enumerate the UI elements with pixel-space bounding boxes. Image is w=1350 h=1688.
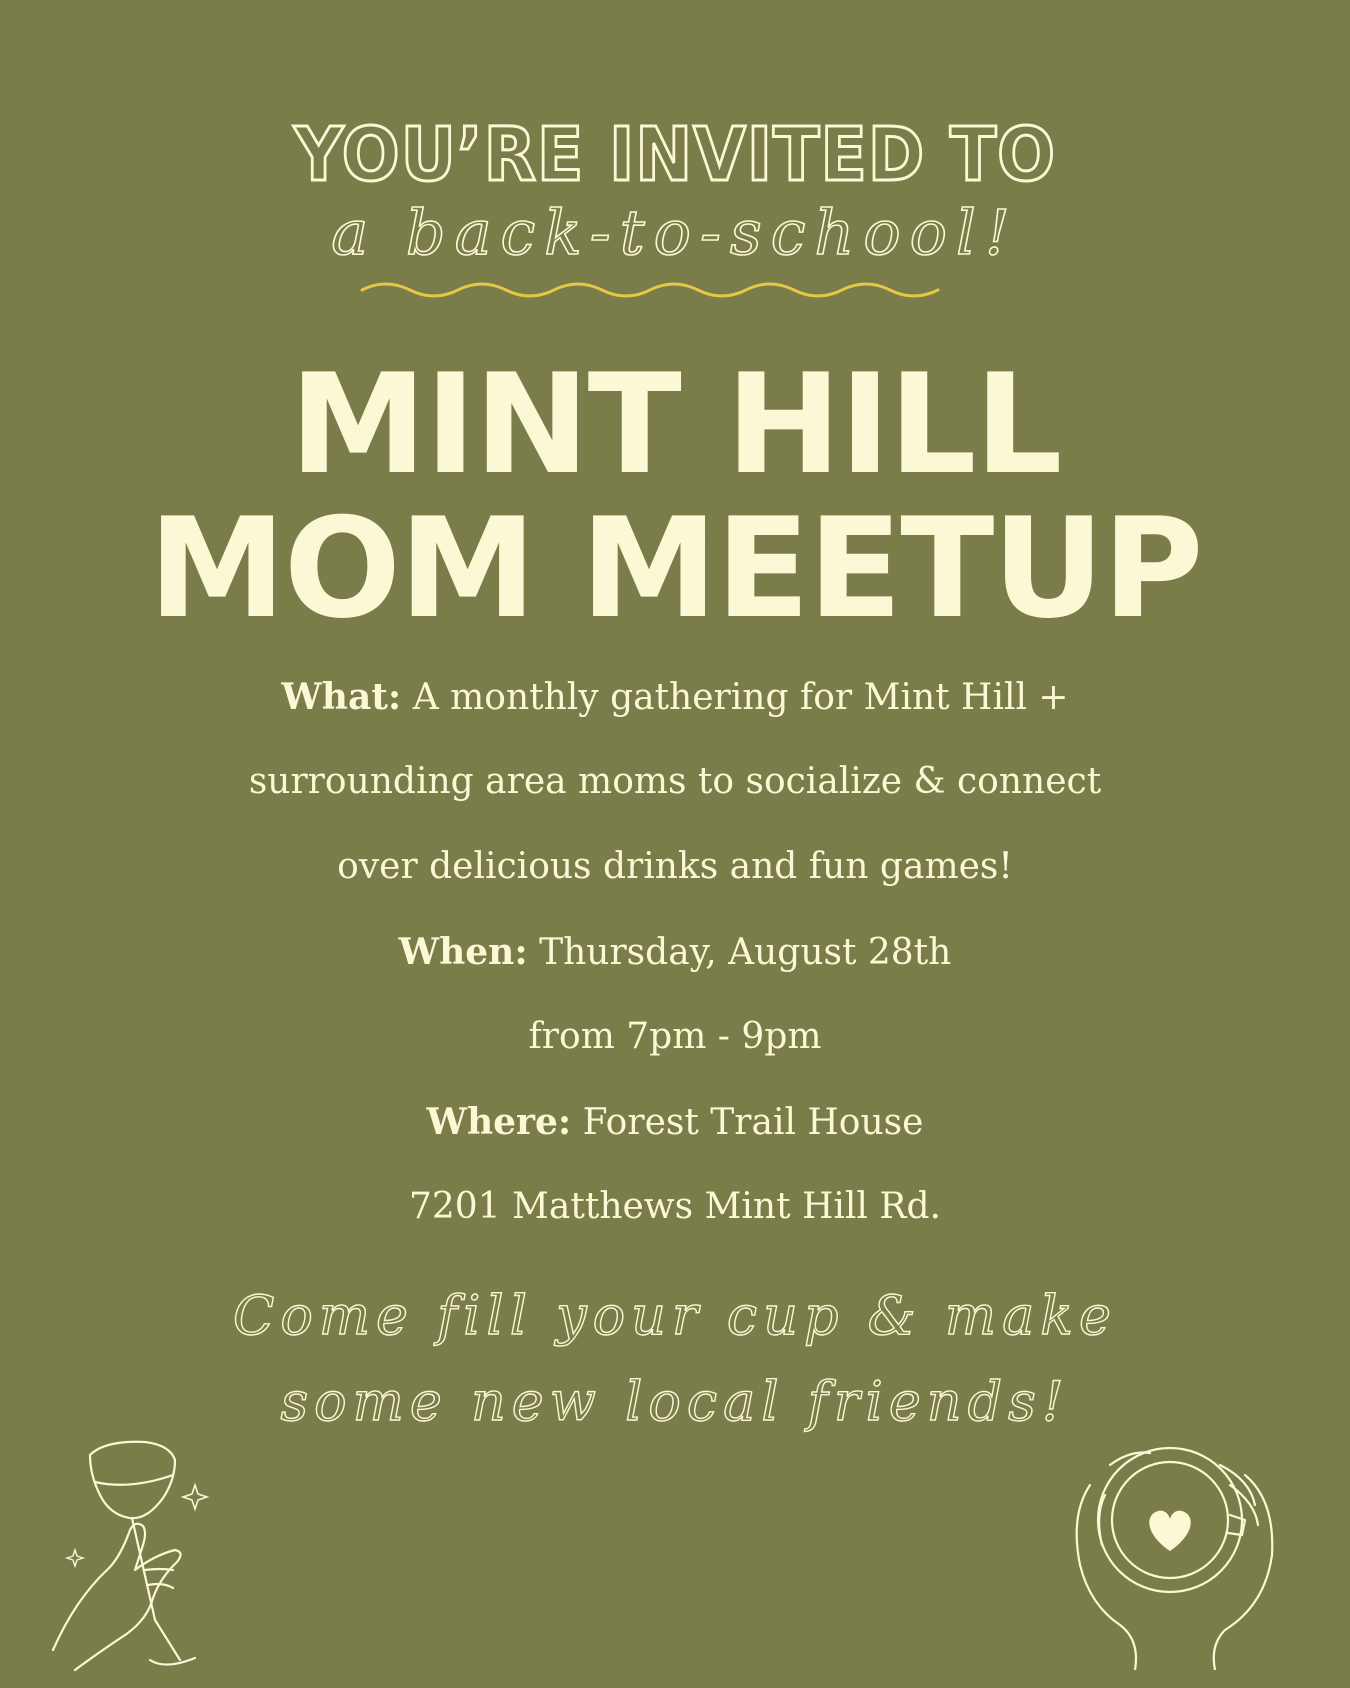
event-title-line2: MOM MEETUP [148,488,1202,649]
wine-glass-hand-icon [35,1420,235,1685]
where-line2: 7201 Matthews Mint Hill Rd. [409,1186,941,1227]
what-line1 [0,676,1350,718]
what-line3: over delicious drinks and fun games! [337,846,1013,887]
invited-heading: YOU’RE INVITED TO [294,112,1056,198]
where-label: Where: [426,1101,572,1143]
where-line1 [0,1101,1350,1143]
what-text1: A monthly gathering for Mint Hill + [412,677,1069,718]
heart-icon [1149,1511,1190,1551]
coffee-cup-hands-icon [1050,1425,1290,1670]
when-line1 [0,931,1350,973]
what-line2: surrounding area moms to socialize & connect [248,761,1102,802]
when-text1: Thursday, August 28th [539,932,952,973]
sparkle-icon [67,1485,207,1566]
closing-line2: some new local friends! [280,1370,1070,1433]
when-line2: from 7pm - 9pm [528,1016,822,1057]
event-title-line1: MINT HILL [289,344,1061,505]
squiggle-underline [360,276,945,306]
what-label: What: [281,676,402,718]
when-label: When: [398,931,528,973]
where-text1: Forest Trail House [582,1102,924,1143]
closing-line1: Come fill your cup & make [233,1284,1117,1347]
back-to-school-subtitle: a back-to-school! [331,196,1019,269]
